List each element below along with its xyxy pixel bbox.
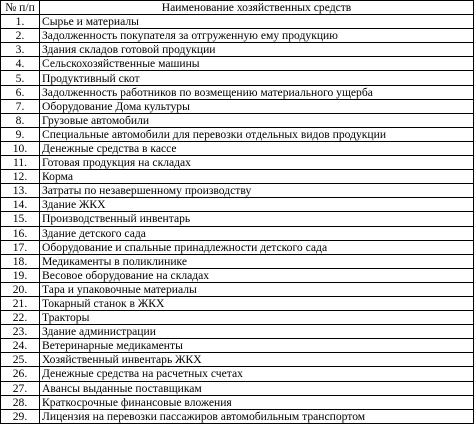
asset-name: Продуктивный скот [40,71,474,85]
asset-name: Хозяйственный инвентарь ЖКХ [40,353,474,367]
row-number: 3. [1,43,40,57]
table-row [1,113,474,127]
asset-name: Сельскохозяйственные машины [40,57,474,71]
asset-name: Тракторы [40,311,474,325]
row-number: 11. [1,156,40,170]
table-row [1,325,474,339]
asset-name: Затраты по незавершенному производству [40,184,474,198]
asset-name: Производственный инвентарь [40,212,474,226]
table-row [1,254,474,268]
row-number: 5. [1,71,40,85]
table-row [1,127,474,141]
table-header-row [1,1,474,15]
asset-name: Весовое оборудование на складах [40,268,474,282]
table-row [1,71,474,85]
table-row [1,381,474,395]
table-row [1,367,474,381]
table-row [1,170,474,184]
asset-name: Лицензия на перевозки пассажиров автомобильным транспортом [40,409,474,423]
row-number: 9. [1,127,40,141]
table-row [1,296,474,310]
table-row [1,99,474,113]
row-number: 19. [1,268,40,282]
asset-name: Тара и упаковочные материалы [40,282,474,296]
row-number: 1. [1,15,40,29]
table-row [1,226,474,240]
table-row [1,198,474,212]
row-number: 28. [1,395,40,409]
column-header-num: № п/п [1,1,40,15]
asset-name: Краткосрочные финансовые вложения [40,395,474,409]
row-number: 14. [1,198,40,212]
asset-name: Корма [40,170,474,184]
table-row [1,268,474,282]
table-row [1,141,474,155]
row-number: 18. [1,254,40,268]
asset-name: Здание ЖКХ [40,198,474,212]
row-number: 24. [1,339,40,353]
row-number: 21. [1,296,40,310]
asset-name: Грузовые автомобили [40,113,474,127]
asset-name: Задолженность работников по возмещению материального ущерба [40,85,474,99]
asset-name: Специальные автомобили для перевозки отдельных видов продукции [40,127,474,141]
row-number: 2. [1,29,40,43]
table-row [1,212,474,226]
asset-name: Готовая продукция на складах [40,156,474,170]
table-row [1,395,474,409]
table-row [1,57,474,71]
table-row [1,282,474,296]
table-row [1,311,474,325]
table-row [1,409,474,423]
asset-name: Медикаменты в поликлинике [40,254,474,268]
row-number: 15. [1,212,40,226]
table-row [1,43,474,57]
asset-name: Оборудование и спальные принадлежности детского сада [40,240,474,254]
table-body [1,15,474,424]
table-row [1,184,474,198]
asset-name: Денежные средства в кассе [40,141,474,155]
row-number: 26. [1,367,40,381]
table-row [1,29,474,43]
asset-name: Здание администрации [40,325,474,339]
table-row [1,156,474,170]
row-number: 4. [1,57,40,71]
table-row [1,339,474,353]
row-number: 8. [1,113,40,127]
table-row [1,353,474,367]
asset-name: Задолженность покупателя за отгруженную ему продукцию [40,29,474,43]
row-number: 6. [1,85,40,99]
row-number: 29. [1,409,40,423]
row-number: 16. [1,226,40,240]
column-header-name: Наименование хозяйственных средств [40,1,474,15]
table-row [1,240,474,254]
asset-name: Авансы выданные поставщикам [40,381,474,395]
table-row [1,15,474,29]
row-number: 13. [1,184,40,198]
row-number: 7. [1,99,40,113]
row-number: 17. [1,240,40,254]
row-number: 27. [1,381,40,395]
asset-name: Здания складов готовой продукции [40,43,474,57]
row-number: 12. [1,170,40,184]
row-number: 23. [1,325,40,339]
row-number: 20. [1,282,40,296]
asset-name: Токарный станок в ЖКХ [40,296,474,310]
row-number: 10. [1,141,40,155]
asset-name: Сырье и материалы [40,15,474,29]
asset-name: Денежные средства на расчетных счетах [40,367,474,381]
row-number: 22. [1,311,40,325]
row-number: 25. [1,353,40,367]
table-row [1,85,474,99]
asset-name: Ветеринарные медикаменты [40,339,474,353]
asset-name: Оборудование Дома культуры [40,99,474,113]
asset-name: Здание детского сада [40,226,474,240]
